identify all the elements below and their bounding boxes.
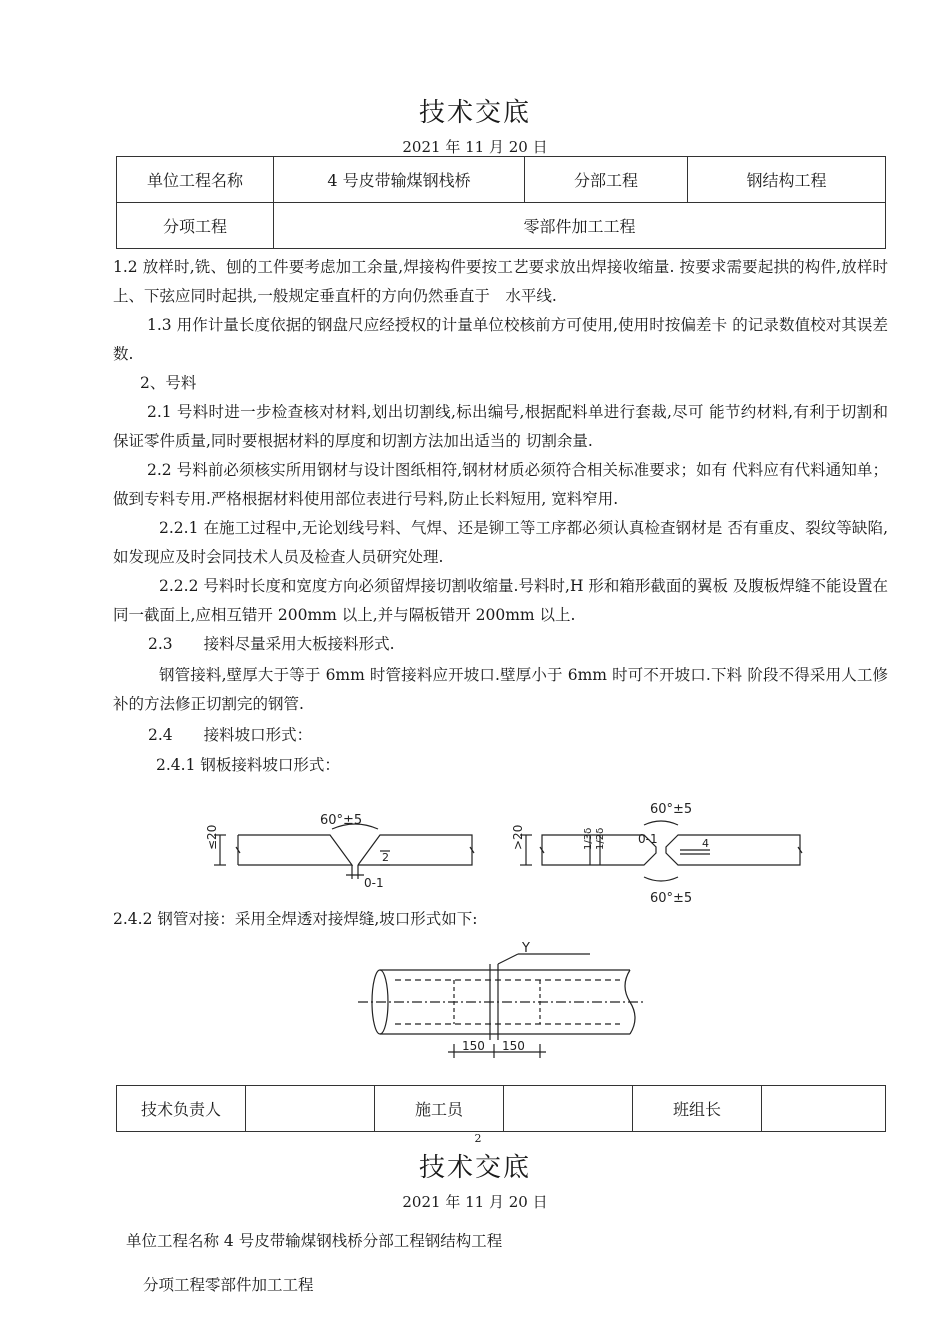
left-root-label: 2 [382,851,389,864]
paragraph-1-3: 1.3 用作计量长度依据的钢盘尺应经授权的计量单位校核前方可使用,使用时按偏差卡 的记录数值校对其误差数. [113,316,888,363]
page-title: 技术交底 [418,98,531,128]
paragraph-2-4-2: 2.4.2 钢管对接：采用全焊透对接焊缝,坡口形式如下: [113,910,478,928]
page2-title: 技术交底 [418,1153,531,1183]
paragraph-2-1: 2.1 号料时进一步检查核对材料,划出切割线,标出编号,根据配料单进行套裁,尽可 能节约材料,有利于切割和保证零件质量,同时要根据材料的厚度和切割方法加出适当的 切割余量. [113,403,888,450]
page-number: 2 [474,1132,482,1145]
unit-project-value: 4 号皮带输煤钢栈桥 [274,157,525,203]
section-heading-2: 2、号料 [140,374,197,392]
paragraph-2-2: 2.2 号料前必须核实所用钢材与设计图纸相符,钢材材质必须符合相关标准要求；如有 代料应有代料通知单；做到专料专用.严格根据材料使用部位表进行号料,防止长料短用, 宽料窄用. [113,461,888,508]
page2-subitem-line: 分项工程零部件加工工程 [143,1276,314,1294]
pipe-dim-right-label: 150 [502,1039,525,1053]
builder-label: 施工员 [375,1086,504,1132]
right-gap-label: 0-1 [638,832,658,846]
signature-table [116,1085,886,1132]
left-angle-label: 60°±5 [320,813,363,828]
right-depth-label-2: 1/2δ [595,827,606,850]
team-lead-value [762,1086,886,1132]
tech-lead-value [246,1086,375,1132]
page2-date: 2021 年 11 月 20 日 [402,1193,548,1211]
left-gap-label: 0-1 [364,876,384,890]
right-angle-top-label: 60°±5 [650,802,693,817]
right-angle-bottom-label: 60°±5 [650,891,693,906]
left-thickness-label: ≤20 [205,824,219,850]
paragraph-2-4-1: 2.4.1 钢板接料坡口形式： [156,756,340,774]
paragraph-2-3: 2.3 接料尽量采用大板接料形式. [148,635,395,653]
pipe-weld-figure [350,940,650,1065]
subitem-label: 分项工程 [117,203,274,249]
pipe-dim-left-label: 150 [462,1039,485,1053]
subitem-value: 零部件加工工程 [274,203,886,249]
division-value: 钢结构工程 [688,157,886,203]
project-info-table [116,156,886,249]
team-lead-label: 班组长 [633,1086,762,1132]
tech-lead-label: 技术负责人 [117,1086,246,1132]
paragraph-2-3-pipe: 钢管接料,壁厚大于等于 6mm 时管接料应开坡口.壁厚小于 6mm 时可不开坡口.下料 阶段不得采用人工修补的方法修正切割完的钢管. [113,666,888,713]
paragraph-2-2-2: 2.2.2 号料时长度和宽度方向必须留焊接切割收缩量.号料时,H 形和箱形截面的翼板 及腹板焊缝不能设置在同一截面上,应相互错开 200mm 以上,并与隔板错开 200mm 以上. [113,577,888,624]
right-depth-label: 1/3δ [583,827,594,850]
plate-groove-figure [180,795,820,910]
paragraph-2-4: 2.4 接料坡口形式： [148,726,313,744]
page2-unit-line: 单位工程名称 4 号皮带输煤钢栈桥分部工程钢结构工程 [126,1232,503,1250]
paragraph-2-2-1: 2.2.1 在施工过程中,无论划线号料、气焊、还是铆工等工序都必须认真检查钢材是 否有重皮、裂纹等缺陷,如发现应及时会同技术人员及检查人员研究处理. [113,519,888,566]
page-date: 2021 年 11 月 20 日 [402,138,548,156]
weld-symbol-label: Y [522,941,530,956]
paragraph-1-2: 1.2 放样时,铣、刨的工件要考虑加工余量,焊接构件要按工艺要求放出焊接收缩量. 按要求需要起拱的构件,放样时上、下弦应同时起拱,一般规定垂直杆的方向仍然垂直于 水平线. [113,258,888,305]
right-root-label: 4 [702,837,709,850]
unit-project-label: 单位工程名称 [117,157,274,203]
division-label: 分部工程 [525,157,688,203]
right-thickness-label: >20 [511,824,525,850]
builder-value [504,1086,633,1132]
